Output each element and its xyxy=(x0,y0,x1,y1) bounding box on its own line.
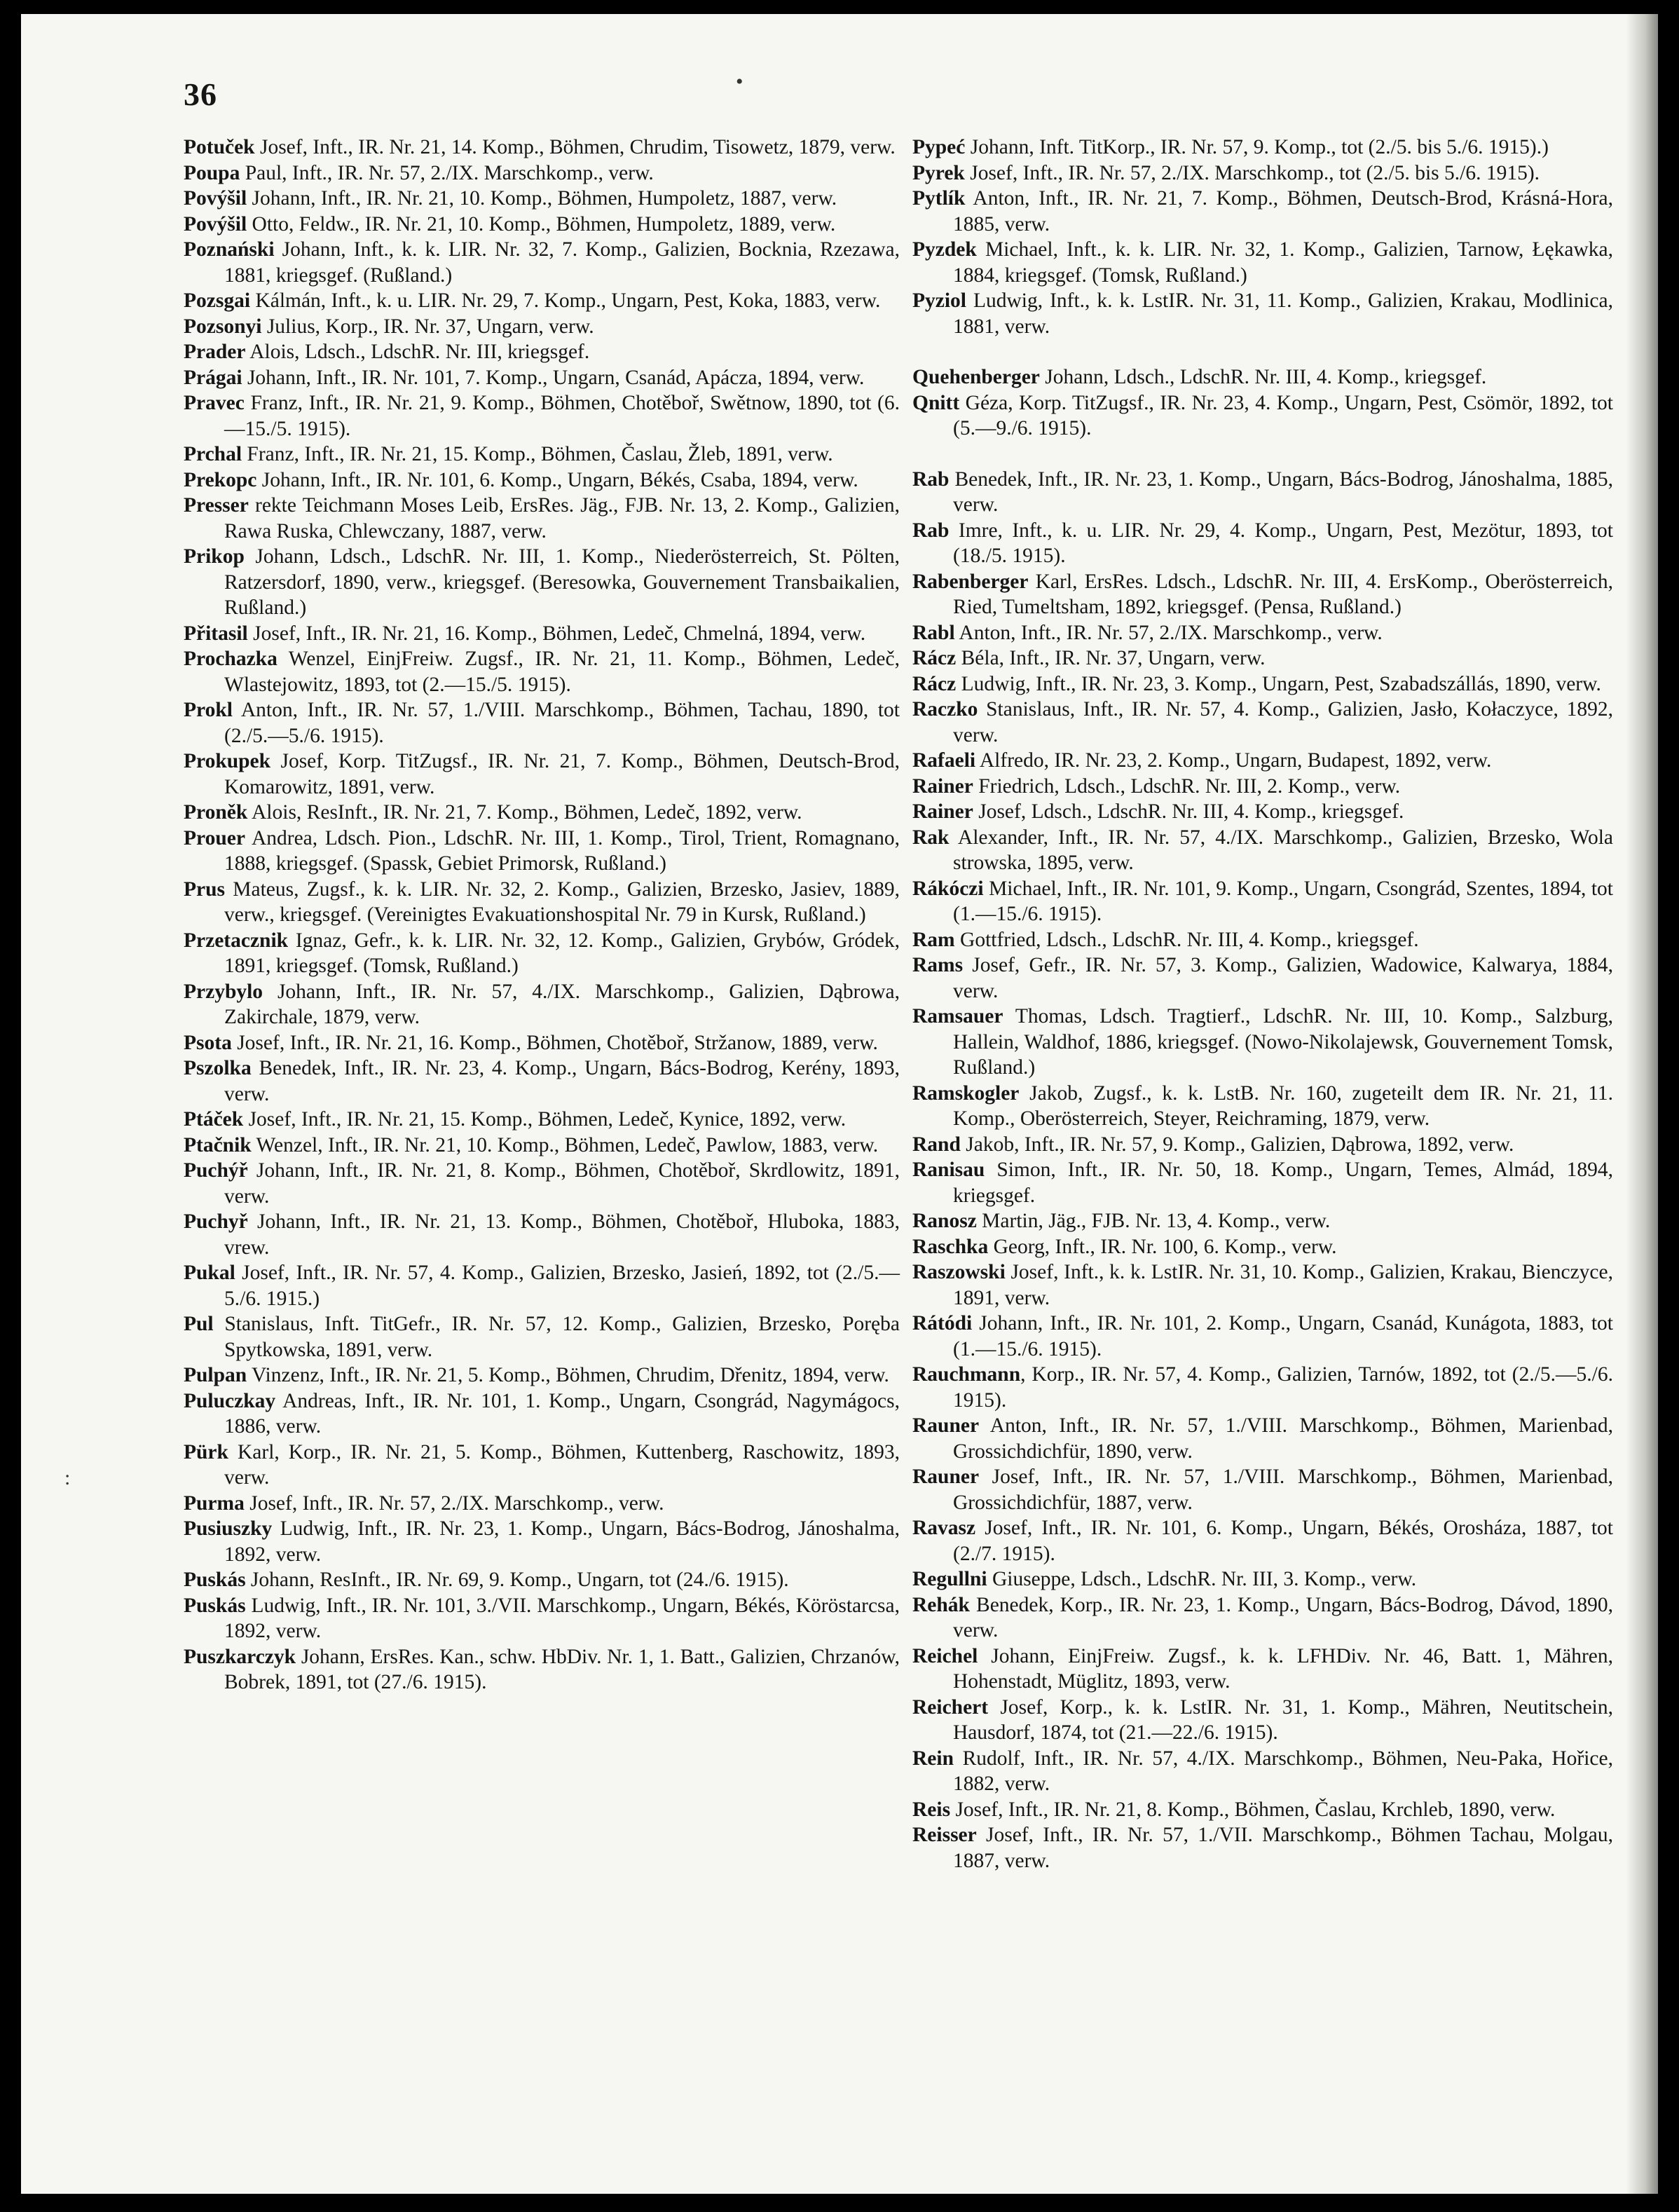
list-entry xyxy=(184,1644,900,1695)
entry-surname: Prekopc xyxy=(184,468,257,491)
entry-surname: Psota xyxy=(184,1031,232,1054)
entry-details: Josef, Inft., k. k. LstIR. Nr. 31, 10. Komp., Galizien, Krakau, Bienczyce, 1891, verw. xyxy=(953,1261,1613,1309)
entry-surname: Prouer xyxy=(184,826,245,849)
entry-surname: Povýšil xyxy=(184,187,247,210)
entry-details: Imre, Inft., k. u. LIR. Nr. 29, 4. Komp., Ungarn, Pest, Mezötur, 1893, tot (18./5. 1915). xyxy=(949,519,1613,567)
list-entry xyxy=(184,135,900,161)
entry-details: Georg, Inft., IR. Nr. 100, 6. Komp., verw. xyxy=(988,1235,1337,1258)
list-entry xyxy=(912,1234,1613,1260)
entry-surname: Pul xyxy=(184,1313,214,1335)
list-entry xyxy=(912,1259,1613,1311)
entry-surname: Pypeć xyxy=(912,136,966,158)
list-entry xyxy=(912,1695,1613,1746)
list-entry xyxy=(184,877,900,928)
entry-details: Josef, Inft., IR. Nr. 57, 4. Komp., Galizien, Brzesko, Jasień, 1892, tot (2./5.—5./6. 1915.) xyxy=(224,1262,900,1310)
entry-details: Josef, Gefr., IR. Nr. 57, 3. Komp., Galizien, Wadowice, Kalwarya, 1884, verw. xyxy=(953,954,1613,1002)
entry-details: Ignaz, Gefr., k. k. LIR. Nr. 32, 12. Komp., Galizien, Grybów, Gródek, 1891, kriegsgef. (Tomsk, Rußland.) xyxy=(224,929,900,977)
list-entry xyxy=(184,365,900,391)
scan-speck: • xyxy=(736,70,743,93)
list-entry xyxy=(912,1566,1613,1592)
list-entry xyxy=(184,1363,900,1388)
entries-p-end xyxy=(912,135,1613,339)
list-entry xyxy=(912,1132,1613,1158)
entry-surname: Reisser xyxy=(912,1824,977,1846)
list-entry xyxy=(912,518,1613,569)
entry-surname: Ptačnik xyxy=(184,1133,252,1156)
list-entry xyxy=(184,237,900,288)
entry-details: Johann, ResInft., IR. Nr. 69, 9. Komp., Ungarn, tot (24./6. 1915). xyxy=(245,1569,789,1591)
entry-details: Josef, Inft., IR. Nr. 57, 2./IX. Marschkomp., tot (2./5. bis 5./6. 1915). xyxy=(964,161,1540,184)
right-column xyxy=(912,135,1613,1873)
entry-surname: Prus xyxy=(184,878,225,901)
entry-surname: Pszolka xyxy=(184,1057,252,1079)
entry-details: Jakob, Inft., IR. Nr. 57, 9. Komp., Galizien, Dąbrowa, 1892, verw. xyxy=(960,1133,1514,1156)
entry-details: Johann, Inft., IR. Nr. 101, 2. Komp., Ungarn, Csanád, Kunágota, 1883, tot (1.—15./6. 1915). xyxy=(953,1312,1613,1360)
list-entry xyxy=(912,569,1613,620)
entry-surname: Pyzdek xyxy=(912,238,977,261)
list-entry xyxy=(184,390,900,442)
entry-details: Franz, Inft., IR. Nr. 21, 9. Komp., Böhmen, Chotěboř, Swětnow, 1890, tot (6.—15./5. 1915). xyxy=(224,392,900,440)
entries-q xyxy=(912,364,1613,442)
entry-details: Johann, Inft., IR. Nr. 21, 13. Komp., Böhmen, Chotěboř, Hluboka, 1883, vrew. xyxy=(224,1210,900,1259)
entry-details: , Korp., IR. Nr. 57, 4. Komp., Galizien, Tarnów, 1892, tot (2./5.—5./6. 1915). xyxy=(953,1363,1613,1412)
entry-surname: Povýšil xyxy=(184,212,247,235)
list-entry xyxy=(184,697,900,749)
list-entry xyxy=(184,1260,900,1311)
entry-details: Johann, Inft., IR. Nr. 21, 10. Komp., Böhmen, Humpoletz, 1887, verw. xyxy=(247,187,837,210)
entry-surname: Pulpan xyxy=(184,1364,247,1386)
entry-details: Ludwig, Inft., IR. Nr. 101, 3./VII. Marschkomp., Ungarn, Békés, Köröstarcsa, 1892, verw. xyxy=(224,1594,900,1642)
list-entry xyxy=(912,1592,1613,1644)
scan-speck-side: : xyxy=(64,1466,71,1489)
entry-details: Paul, Inft., IR. Nr. 57, 2./IX. Marschkomp., verw. xyxy=(240,161,654,184)
entry-details: Andreas, Inft., IR. Nr. 101, 1. Komp., Ungarn, Csongrád, Nagymágocs, 1886, verw. xyxy=(224,1389,900,1438)
entry-details: Otto, Feldw., IR. Nr. 21, 10. Komp., Böhmen, Humpoletz, 1889, verw. xyxy=(247,212,836,235)
page-number: 36 xyxy=(184,76,217,112)
entry-surname: Rauchmann xyxy=(912,1363,1021,1386)
entry-details: Anton, Inft., IR. Nr. 57, 1./VIII. Marschkomp., Böhmen, Tachau, 1890, tot (2./5.—5./6. 1915). xyxy=(224,699,900,747)
entry-surname: Rainer xyxy=(912,800,973,823)
entry-details: Johann, Inft., k. k. LIR. Nr. 32, 7. Komp., Galizien, Bocknia, Rzezawa, 1881, kriegsgef. (Rußland.) xyxy=(224,238,900,287)
entry-surname: Pytlík xyxy=(912,187,966,210)
entry-details: Giuseppe, Ldsch., LdschR. Nr. III, 3. Komp., verw. xyxy=(987,1568,1417,1590)
entry-surname: Prchal xyxy=(184,443,242,465)
entry-surname: Rabl xyxy=(912,621,955,644)
entry-details: Michael, Inft., IR. Nr. 101, 9. Komp., Ungarn, Csongrád, Szentes, 1894, tot (1.—15./6. 1915). xyxy=(953,877,1613,925)
entry-surname: Ravasz xyxy=(912,1517,976,1539)
list-entry xyxy=(184,186,900,212)
entry-surname: Poupa xyxy=(184,161,240,184)
entry-details: Géza, Korp. TitZugsf., IR. Nr. 23, 4. Komp., Ungarn, Pest, Csömör, 1892, tot (5.—9./6. 1915). xyxy=(953,391,1613,439)
list-entry xyxy=(184,1133,900,1159)
list-entry xyxy=(912,1822,1613,1873)
list-entry xyxy=(184,544,900,621)
entry-surname: Rauner xyxy=(912,1414,980,1437)
entry-details: Josef, Ldsch., LdschR. Nr. III, 4. Komp., kriegsgef. xyxy=(973,800,1404,823)
list-entry xyxy=(912,1644,1613,1695)
entry-details: Karl, Korp., IR. Nr. 21, 5. Komp., Böhmen, Kuttenberg, Raschowitz, 1893, verw. xyxy=(224,1440,900,1489)
entry-surname: Ramsauer xyxy=(912,1005,1003,1028)
entry-surname: Rab xyxy=(912,467,950,491)
entry-surname: Ranosz xyxy=(912,1210,977,1232)
entry-details: Benedek, Korp., IR. Nr. 23, 1. Komp., Ungarn, Bács-Bodrog, Dávod, 1890, verw. xyxy=(953,1593,1613,1641)
list-entry xyxy=(912,620,1613,646)
entry-surname: Pozsgai xyxy=(184,289,251,312)
entry-details: Friedrich, Ldsch., LdschR. Nr. III, 2. Komp., verw. xyxy=(973,774,1401,798)
entry-surname: Rehák xyxy=(912,1593,970,1616)
list-entry xyxy=(912,1208,1613,1234)
list-entry xyxy=(912,135,1613,161)
entry-details: Rudolf, Inft., IR. Nr. 57, 4./IX. Marschkomp., Böhmen, Neu-Paka, Hořice, 1882, verw. xyxy=(953,1747,1613,1795)
entry-details: Wenzel, EinjFreiw. Zugsf., IR. Nr. 21, 11. Komp., Böhmen, Ledeč, Wlastejowitz, 1893, tot (2.—15./5. 1915). xyxy=(224,648,900,696)
entry-surname: Pusiuszky xyxy=(184,1517,273,1540)
entry-details: Benedek, Inft., IR. Nr. 23, 4. Komp., Ungarn, Bács-Bodrog, Kerény, 1893, verw. xyxy=(224,1057,900,1105)
entry-surname: Ptáček xyxy=(184,1108,244,1131)
entry-details: Mateus, Zugsf., k. k. LIR. Nr. 32, 2. Komp., Galizien, Brzesko, Jasiev, 1889, verw., kriegsgef. (Vereinigtes Evakuationshospital Nr. 79 in Kursk, Rußland.) xyxy=(224,878,900,926)
list-entry xyxy=(912,774,1613,800)
entry-details: Josef, Inft., IR. Nr. 57, 2./IX. Marschkomp., verw. xyxy=(244,1491,664,1515)
entry-surname: Potuček xyxy=(184,136,255,158)
list-entry xyxy=(912,161,1613,186)
list-entry xyxy=(912,1004,1613,1081)
entry-surname: Rauner xyxy=(912,1466,980,1488)
entry-details: Ludwig, Inft., k. k. LstIR. Nr. 31, 11. Komp., Galizien, Krakau, Modlinica, 1881, verw. xyxy=(953,289,1613,338)
entry-surname: Prikop xyxy=(184,545,245,568)
entry-surname: Pyrek xyxy=(912,161,965,184)
entry-details: Benedek, Inft., IR. Nr. 23, 1. Komp., Ungarn, Bács-Bodrog, Jánoshalma, 1885, verw. xyxy=(949,467,1613,516)
list-entry xyxy=(184,621,900,647)
entry-surname: Ram xyxy=(912,928,955,951)
list-entry xyxy=(912,1311,1613,1362)
entry-surname: Prágai xyxy=(184,366,242,389)
entry-details: Josef, Inft., IR. Nr. 21, 16. Komp., Böhmen, Ledeč, Chmelná, 1894, verw. xyxy=(247,622,866,645)
list-entry xyxy=(184,1491,900,1517)
list-entry xyxy=(184,1311,900,1363)
entry-surname: Proněk xyxy=(184,801,248,824)
entry-details: Josef, Inft., IR. Nr. 57, 1./VIII. Marschkomp., Böhmen, Marienbad, Grossichdichfür, 1887, verw. xyxy=(953,1466,1613,1514)
entry-surname: Rafaeli xyxy=(912,749,976,772)
entry-details: Jakob, Zugsf., k. k. LstB. Nr. 160, zugeteilt dem IR. Nr. 21, 11. Komp., Oberösterreich, Steyer, Reichraming, 1879, verw. xyxy=(953,1081,1613,1130)
entry-surname: Rácz xyxy=(912,647,957,669)
entry-details: Franz, Inft., IR. Nr. 21, 15. Komp., Böhmen, Časlau, Žleb, 1891, verw. xyxy=(242,443,833,465)
entry-details: Alois, ResInft., IR. Nr. 21, 7. Komp., Böhmen, Ledeč, 1892, verw. xyxy=(247,801,802,824)
entry-details: Alexander, Inft., IR. Nr. 57, 4./IX. Marschkomp., Galizien, Brzesko, Wola strowska, 1895, verw. xyxy=(949,826,1613,874)
entry-surname: Purma xyxy=(184,1491,245,1515)
entry-surname: Raczko xyxy=(912,698,978,721)
entry-details: Stanislaus, Inft. TitGefr., IR. Nr. 57, 12. Komp., Galizien, Brzesko, Poręba Spytkowska, 1891, verw. xyxy=(213,1313,900,1361)
entry-surname: Reis xyxy=(912,1798,951,1821)
list-entry xyxy=(184,646,900,697)
list-entry xyxy=(912,467,1613,518)
entry-surname: Rand xyxy=(912,1133,961,1156)
list-entry xyxy=(912,1515,1613,1566)
list-entry xyxy=(184,339,900,365)
list-entry xyxy=(912,1157,1613,1208)
list-entry xyxy=(912,876,1613,927)
entry-details: Johann, ErsRes. Kan., schw. HbDiv. Nr. 1, 1. Batt., Galizien, Chrzanów, Bobrek, 1891, tot (27./6. 1915). xyxy=(224,1645,900,1693)
entry-surname: Rab xyxy=(912,519,950,542)
list-entry xyxy=(912,799,1613,825)
list-entry xyxy=(912,1362,1613,1413)
entry-surname: Puszkarczyk xyxy=(184,1645,296,1668)
entry-details: Johann, Inft., IR. Nr. 101, 6. Komp., Ungarn, Békés, Csaba, 1894, verw. xyxy=(256,468,858,491)
entry-details: Andrea, Ldsch. Pion., LdschR. Nr. III, 1. Komp., Tirol, Trient, Romagnano, 1888, kriegsgef. (Spassk, Gebiet Primorsk, Rußland.) xyxy=(224,826,900,875)
list-entry xyxy=(184,314,900,340)
entry-details: Karl, ErsRes. Ldsch., LdschR. Nr. III, 4. ErsKomp., Oberösterreich, Ried, Tumeltsham, 1892, kriegsgef. (Pensa, Rußland.) xyxy=(953,570,1613,618)
list-entry xyxy=(912,1797,1613,1823)
entry-details: Johann, Inft., IR. Nr. 57, 4./IX. Marschkomp., Galizien, Dąbrowa, Zakirchale, 1879, verw. xyxy=(224,980,900,1028)
list-entry xyxy=(184,928,900,979)
list-entry xyxy=(912,1413,1613,1464)
list-entry xyxy=(912,927,1613,953)
list-entry xyxy=(912,646,1613,671)
entry-details: Stanislaus, Inft., IR. Nr. 57, 4. Komp., Galizien, Jasło, Kołaczyce, 1892, verw. xyxy=(953,698,1613,746)
entry-surname: Pyziol xyxy=(912,289,967,312)
entry-details: Josef, Inft., IR. Nr. 101, 6. Komp., Ungarn, Békés, Orosháza, 1887, tot (2./7. 1915). xyxy=(953,1517,1613,1565)
entry-surname: Rákóczi xyxy=(912,877,984,900)
list-entry xyxy=(912,186,1613,237)
list-entry xyxy=(184,979,900,1030)
entry-surname: Puchyř xyxy=(184,1210,248,1233)
entry-details: Johann, Ldsch., LdschR. Nr. III, 1. Komp., Niederösterreich, St. Pölten, Ratzersdorf, 1890, verw., kriegsgef. (Beresowka, Gouvernement Transbaikalien, Rußland.) xyxy=(224,545,900,619)
entry-details: Simon, Inft., IR. Nr. 50, 18. Komp., Ungarn, Temes, Almád, 1894, kriegsgef. xyxy=(953,1159,1613,1207)
entry-details: Johann, EinjFreiw. Zugsf., k. k. LFHDiv. Nr. 46, Batt. 1, Mähren, Hohenstadt, Müglitz, 1893, verw. xyxy=(953,1644,1613,1693)
entry-details: Wenzel, Inft., IR. Nr. 21, 10. Komp., Böhmen, Ledeč, Pawlow, 1883, verw. xyxy=(251,1133,879,1156)
list-entry xyxy=(184,1440,900,1491)
entry-surname: Puskás xyxy=(184,1569,246,1591)
entry-surname: Raschka xyxy=(912,1235,989,1258)
list-entry xyxy=(912,237,1613,288)
page-edge-shadow xyxy=(1626,14,1658,2194)
entry-surname: Prokl xyxy=(184,699,233,721)
list-entry xyxy=(912,288,1613,339)
entry-surname: Rabenberger xyxy=(912,570,1029,593)
entry-details: Anton, Inft., IR. Nr. 57, 2./IX. Marschkomp., verw. xyxy=(954,621,1383,644)
entry-surname: Prader xyxy=(184,341,246,363)
entry-details: Vinzenz, Inft., IR. Nr. 21, 5. Komp., Böhmen, Chrudim, Dřenitz, 1894, verw. xyxy=(247,1364,889,1386)
entry-surname: Prokupek xyxy=(184,750,271,772)
entry-details: Michael, Inft., k. k. LIR. Nr. 32, 1. Komp., Galizien, Tarnow, Łękawka, 1884, kriegsgef. (Tomsk, Rußland.) xyxy=(953,238,1613,287)
entry-details: rekte Teichmann Moses Leib, ErsRes. Jäg., FJB. Nr. 13, 2. Komp., Galizien, Rawa Ruska, Chlewczany, 1887, verw. xyxy=(224,494,900,542)
list-entry xyxy=(184,161,900,186)
entry-surname: Rein xyxy=(912,1747,954,1770)
entry-details: Josef, Inft., IR. Nr. 21, 15. Komp., Böhmen, Ledeč, Kynice, 1892, verw. xyxy=(243,1108,847,1131)
list-entry xyxy=(184,826,900,877)
entry-details: Martin, Jäg., FJB. Nr. 13, 4. Komp., verw. xyxy=(976,1210,1331,1232)
entry-surname: Rams xyxy=(912,954,964,976)
entry-surname: Rak xyxy=(912,826,950,849)
list-entry xyxy=(184,1516,900,1567)
entry-details: Ludwig, Inft., IR. Nr. 23, 3. Komp., Ungarn, Pest, Szabadszállás, 1890, verw. xyxy=(956,672,1601,695)
list-entry xyxy=(912,671,1613,697)
entry-details: Josef, Inft., IR. Nr. 21, 8. Komp., Böhmen, Časlau, Krchleb, 1890, verw. xyxy=(950,1798,1556,1821)
entry-details: Josef, Inft., IR. Nr. 21, 16. Komp., Böhmen, Chotěboř, Stržanow, 1889, verw. xyxy=(231,1031,878,1054)
entry-surname: Rainer xyxy=(912,774,973,798)
list-entry xyxy=(912,953,1613,1004)
entry-details: Josef, Inft., IR. Nr. 21, 14. Komp., Böhmen, Chrudim, Tisowetz, 1879, verw. xyxy=(254,136,896,158)
entry-details: Johann, Inft., IR. Nr. 101, 7. Komp., Ungarn, Csanád, Apácza, 1894, verw. xyxy=(242,366,865,389)
entry-details: Gottfried, Ldsch., LdschR. Nr. III, 4. Komp., kriegsgef. xyxy=(954,928,1419,951)
list-entry xyxy=(184,749,900,800)
entry-surname: Ranisau xyxy=(912,1159,985,1181)
entry-details: Josef, Korp., k. k. LstIR. Nr. 31, 1. Komp., Mähren, Neutitschein, Hausdorf, 1874, tot (21.—22./6. 1915). xyxy=(953,1695,1613,1744)
entry-surname: Pukal xyxy=(184,1262,235,1284)
entry-surname: Presser xyxy=(184,494,249,517)
list-entry xyxy=(184,467,900,493)
entry-surname: Raszowski xyxy=(912,1261,1006,1283)
entry-surname: Pozsonyi xyxy=(184,315,262,338)
entry-surname: Quehenberger xyxy=(912,366,1040,388)
section-gap xyxy=(912,442,1613,467)
list-entry xyxy=(912,825,1613,876)
list-entry xyxy=(184,1107,900,1133)
entry-details: Julius, Korp., IR. Nr. 37, Ungarn, verw. xyxy=(261,315,594,338)
list-entry xyxy=(184,1030,900,1056)
list-entry xyxy=(912,1081,1613,1132)
list-entry xyxy=(912,364,1613,390)
list-entry xyxy=(912,748,1613,774)
entry-surname: Prochazka xyxy=(184,648,277,670)
list-entry xyxy=(184,1209,900,1260)
entry-details: Anton, Inft., IR. Nr. 57, 1./VIII. Marschkomp., Böhmen, Marienbad, Grossichdichfür, 1890, verw. xyxy=(953,1414,1613,1463)
entry-surname: Puluczkay xyxy=(184,1389,276,1412)
list-entry xyxy=(184,1567,900,1593)
entry-surname: Rácz xyxy=(912,672,957,695)
entry-details: Johann, Ldsch., LdschR. Nr. III, 4. Komp., kriegsgef. xyxy=(1039,366,1487,388)
list-entry xyxy=(184,493,900,544)
entry-surname: Przetacznik xyxy=(184,929,289,952)
list-entry xyxy=(184,1158,900,1209)
list-entry xyxy=(184,1593,900,1644)
entry-surname: Pürk xyxy=(184,1440,228,1463)
entry-surname: Qnitt xyxy=(912,391,960,414)
entry-details: Johann, Inft. TitKorp., IR. Nr. 57, 9. Komp., tot (2./5. bis 5./6. 1915).) xyxy=(965,136,1549,158)
entry-surname: Przybylo xyxy=(184,980,263,1003)
entry-details: Thomas, Ldsch. Tragtierf., LdschR. Nr. III, 10. Komp., Salzburg, Hallein, Waldhof, 1886, kriegsgef. (Nowo-Nikolajewsk, Gouvernement Tomsk, Rußland.) xyxy=(953,1005,1613,1079)
entry-surname: Puchýř xyxy=(184,1159,248,1182)
entry-surname: Reichert xyxy=(912,1695,989,1719)
list-entry xyxy=(184,442,900,467)
left-column xyxy=(184,135,900,1695)
entry-details: Kálmán, Inft., k. u. LIR. Nr. 29, 7. Komp., Ungarn, Pest, Koka, 1883, verw. xyxy=(250,289,881,312)
entry-surname: Puskás xyxy=(184,1594,246,1617)
list-entry xyxy=(184,212,900,238)
entry-surname: Pravec xyxy=(184,392,245,414)
entry-details: Ludwig, Inft., IR. Nr. 23, 1. Komp., Ungarn, Bács-Bodrog, Jánoshalma, 1892, verw. xyxy=(224,1517,900,1566)
list-entry xyxy=(912,1464,1613,1515)
list-entry xyxy=(912,390,1613,442)
entry-surname: Regullni xyxy=(912,1568,987,1590)
entry-surname: Rátódi xyxy=(912,1312,973,1334)
entry-details: Johann, Inft., IR. Nr. 21, 8. Komp., Böhmen, Chotěboř, Skrdlowitz, 1891, verw. xyxy=(224,1159,900,1208)
entry-details: Josef, Inft., IR. Nr. 57, 1./VII. Marschkomp., Böhmen Tachau, Molgau, 1887, verw. xyxy=(953,1824,1613,1872)
list-entry xyxy=(184,800,900,826)
list-entry xyxy=(912,697,1613,748)
entry-details: Béla, Inft., IR. Nr. 37, Ungarn, verw. xyxy=(956,647,1266,669)
entry-details: Anton, Inft., IR. Nr. 21, 7. Komp., Böhmen, Deutsch-Brod, Krásná-Hora, 1885, verw. xyxy=(953,187,1613,235)
list-entry xyxy=(184,1388,900,1440)
entry-details: Josef, Korp. TitZugsf., IR. Nr. 21, 7. Komp., Böhmen, Deutsch-Brod, Komarowitz, 1891, verw. xyxy=(224,750,900,798)
entry-surname: Reichel xyxy=(912,1644,978,1667)
entry-surname: Ramskogler xyxy=(912,1081,1020,1105)
entry-details: Alois, Ldsch., LdschR. Nr. III, kriegsgef. xyxy=(245,341,590,363)
entries-r xyxy=(912,467,1613,1874)
list-entry xyxy=(912,1746,1613,1797)
entry-surname: Přitasil xyxy=(184,622,248,645)
section-gap xyxy=(912,339,1613,364)
list-entry xyxy=(184,288,900,314)
entry-details: Alfredo, IR. Nr. 23, 2. Komp., Ungarn, Budapest, 1892, verw. xyxy=(975,749,1492,772)
entry-surname: Poznański xyxy=(184,238,275,261)
list-entry xyxy=(184,1056,900,1107)
